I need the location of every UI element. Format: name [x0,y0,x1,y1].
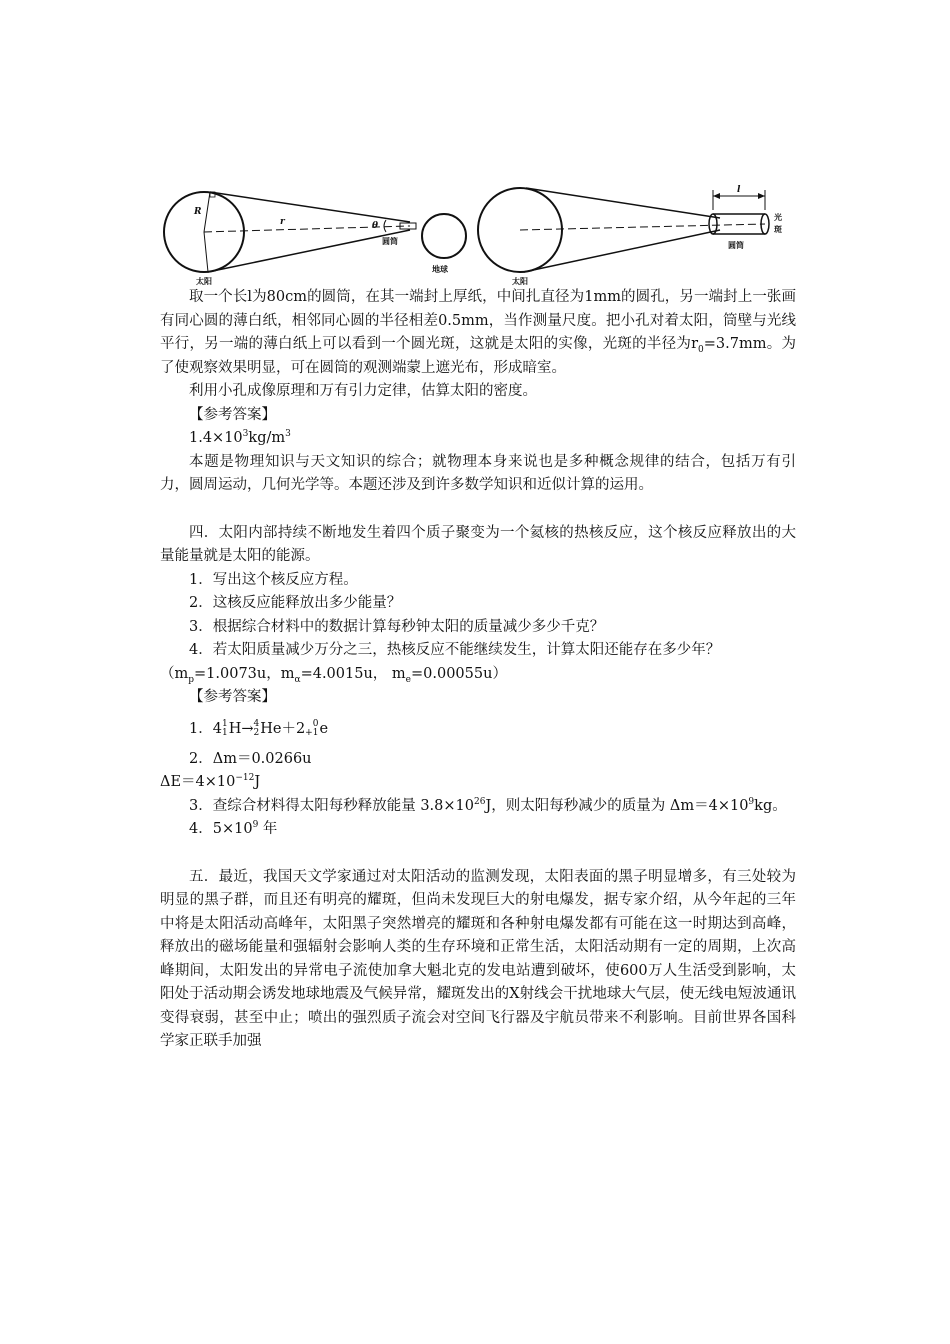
q3-setup-paragraph: 取一个长l为80cm的圆筒，在其一端封上厚纸，中间扎直径为1mm的圆孔，另一端封上一张画有同心圆的薄白纸，相邻同心圆的半径相差0.5mm，当作测量尺度。把小孔对着太阳，筒壁与光线平行，另一端的薄白纸上可以看到一个圆光斑，这就是太阳的实像，光斑的半径为$r_0=3.7mm$。为了使观察效果明显，可在圆筒的观测端蒙上遮光布，形成暗室。 [160,289,796,376]
label-spot-1: 光 [774,213,782,222]
label-sun-right: 太阳 [512,277,528,286]
h-nuclide-numbers: 1 1 [221,718,228,738]
q3-answer-header: 【参考答案】 [189,406,276,423]
q5-paragraph: 五．最近，我国天文学家通过对太阳活动的监测发现，太阳表面的黑子明显增多，有三处较为明显的黑子群，而且还有明亮的耀斑，但尚未发现巨大的射电爆发，据专家介绍，从今年起的三年中将是太阳活动高峰年，太阳黑子突然增亮的耀斑和各种射电爆发都有可能在这一时期达到高峰，释放出的磁场能量和强辐射会影响人类的生存环境和正常生活，太阳活动期有一定的周期，上次高峰期间，太阳发出的异常电子流使加拿大魁北克的发电站遭到破坏，使600万人生活受到影响，太阳处于活动期会诱发地球地震及气候异常，耀斑发出的X射线会干扰地球大气层，使无线电短波通讯变得衰弱，甚至中止；喷出的强烈质子流会对空间飞行器及宇航员带来不利影响。目前世界各国科学家正联手加强 [160,868,796,1049]
q4-intro: 四．太阳内部持续不断地发生着四个质子聚变为一个氦核的热核反应，这个核反应释放出的大量能量就是太阳的能源。 [160,524,796,564]
right-diagram [478,185,782,286]
q4-item-1: 1．写出这个核反应方程。 [189,571,358,588]
q4-answer-header: 【参考答案】 [189,689,276,705]
document-body [160,286,796,1054]
label-earth: 地球 [432,265,448,274]
q3-task: 利用小孔成像原理和万有引力定律，估算太阳的密度。 [189,383,537,399]
q3-answer: $1.4\times 10^3kg/m^3$ [189,429,291,446]
q4-item-3: 3．根据综合材料中的数据计算每秒钟太阳的质量减少多少千克？ [189,618,605,635]
label-l: l [737,185,741,195]
q4-answer-2-energy: $\Delta E=4\times 10^{-12}J$ [160,773,261,790]
left-diagram [164,192,466,286]
q4-answer-2-mass: 2．Δm＝0.0266u [189,750,312,767]
r0-symbol: r [691,336,699,352]
label-tube-right: 圆筒 [728,241,744,250]
label-theta: θ [372,221,379,231]
q4-answer-4: 4．$5\times 10^9$ 年 [189,820,278,837]
q4-masses: （$m_p=1.0073u$，$m_\alpha=4.0015u$， $m_e=0.00055u$） [160,665,507,685]
q4-answer-3: 3．查综合材料得太阳每秒释放能量 $3.8\times 10^{26}J$，则太阳每秒减少的质量为 $\Delta m=4\times 10^9kg$。 [189,796,787,814]
label-R: R [194,207,202,217]
q4-item-2: 2．这核反应能释放出多少能量？ [189,595,402,611]
e-nuclide-numbers: 0 +1 [305,718,319,738]
sun-pinhole-diagram [160,180,800,290]
q3-comment: 本题是物理知识与天文知识的综合；就物理本身来说也是多种概念规律的结合，包括万有引力，圆周运动，几何光学等。本题还涉及到许多数学知识和近似计算的运用。 [160,453,796,493]
q4-nuclear-equation: 1．4 1 1 H→ 4 2 He＋2 0 +1 e [189,718,329,738]
he-nuclide-numbers: 4 2 [253,718,260,738]
label-spot-2: 斑 [774,225,782,234]
label-sun-left: 太阳 [196,277,212,286]
earth-circle [422,214,466,258]
label-r: r [280,217,285,227]
q4-item-4: 4．若太阳质量减少万分之三，热核反应不能继续发生，计算太阳还能存在多少年？ [189,642,721,658]
label-tube-left: 圆筒 [382,237,398,246]
